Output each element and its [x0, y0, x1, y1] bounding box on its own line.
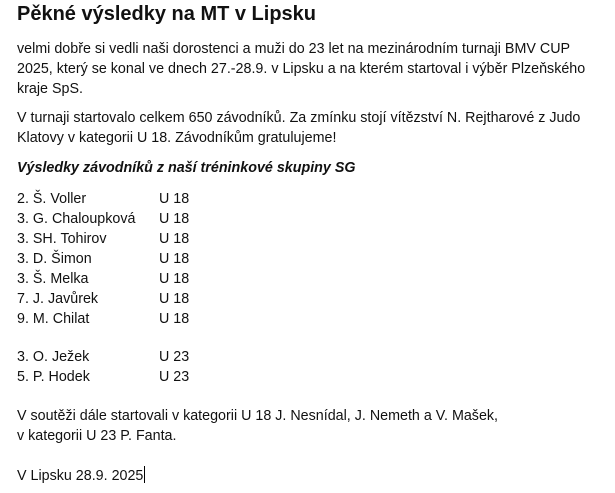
results-list-u18: [17, 189, 189, 329]
article-title: Pěkné výsledky na MT v Lipsku: [17, 3, 317, 25]
athlete-name: 3. O. Ježek: [17, 349, 90, 365]
athlete-name: 7. J. Javůrek: [17, 291, 99, 307]
athlete-name: 9. M. Chilat: [17, 311, 90, 327]
athlete-name: 3. Š. Melka: [17, 271, 89, 287]
athlete-category: U 18: [159, 251, 190, 267]
intro-paragraph: velmi dobře si vedli naši dorostenci a muži do 23 let na mezinárodním turnaji BMV CUP 2025, který se konal ve dnech 27.-28.9. v Lipsku a na kterém startoval i výběr Plzeňského kraje SpS.: [17, 41, 586, 97]
result-row: [17, 367, 189, 387]
athlete-name: 2. Š. Voller: [17, 191, 87, 207]
other-participants-paragraph: [17, 406, 609, 446]
athlete-category: U 18: [159, 291, 190, 307]
result-row: [17, 189, 189, 209]
result-row: [17, 309, 189, 329]
athlete-name: 5. P. Hodek: [17, 369, 90, 385]
other-participants-line-2: v kategorii U 23 P. Fanta.: [17, 428, 177, 444]
signature-text: V Lipsku 28.9. 2025: [17, 468, 144, 484]
athlete-category: U 18: [159, 231, 190, 247]
athlete-category: U 23: [159, 369, 190, 385]
result-row: [17, 209, 189, 229]
athlete-name: 3. SH. Tohirov: [17, 231, 107, 247]
participants-paragraph: V turnaji startovalo celkem 650 závodníků. Za zmínku stojí vítězství N. Rejtharové z Judo Klatovy v kategorii U 18. Závodníkům gratulujeme!: [17, 110, 581, 146]
athlete-category: U 23: [159, 349, 190, 365]
results-list-u23: [17, 347, 189, 387]
athlete-name: 3. D. Šimon: [17, 251, 92, 267]
athlete-category: U 18: [159, 211, 190, 227]
signature-line[interactable]: [17, 466, 145, 486]
text-cursor: [144, 466, 145, 483]
athlete-category: U 18: [159, 191, 190, 207]
athlete-category: U 18: [159, 311, 190, 327]
result-row: [17, 249, 189, 269]
result-row: [17, 347, 189, 367]
results-heading: Výsledky závodníků z naší tréninkové skupiny SG: [17, 160, 356, 176]
athlete-name: 3. G. Chaloupková: [17, 211, 136, 227]
other-participants-line-1: V soutěži dále startovali v kategorii U 18 J. Nesnídal, J. Nemeth a V. Mašek,: [17, 408, 499, 424]
result-row: [17, 289, 189, 309]
result-row: [17, 269, 189, 289]
athlete-category: U 18: [159, 271, 190, 287]
result-row: [17, 229, 189, 249]
